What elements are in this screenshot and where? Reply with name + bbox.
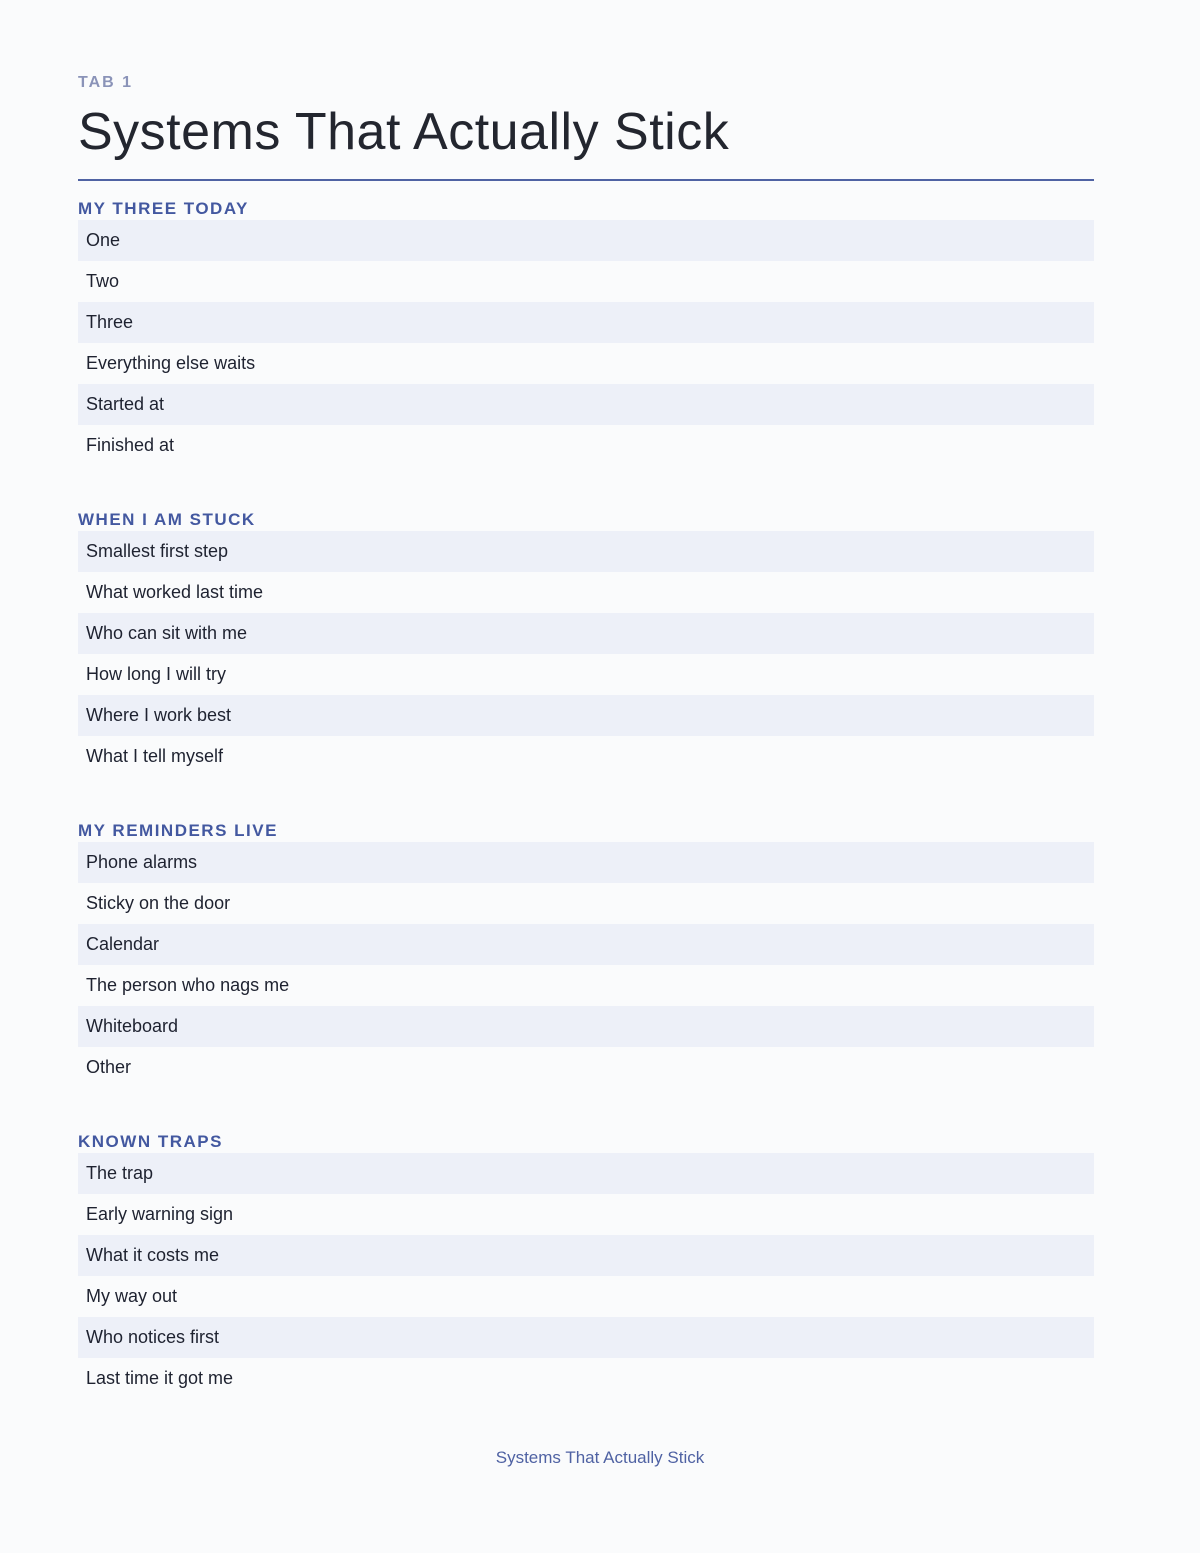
section-my-three-today xyxy=(78,198,1094,466)
section-heading: MY THREE TODAY xyxy=(78,199,249,218)
section-rows xyxy=(78,220,1094,466)
list-item[interactable]: Sticky on the door xyxy=(86,893,231,913)
list-item[interactable]: The person who nags me xyxy=(86,975,290,995)
list-item[interactable]: Who can sit with me xyxy=(78,613,1094,654)
section-known-traps xyxy=(78,1131,1094,1399)
list-item[interactable]: One xyxy=(78,220,1094,261)
list-item[interactable]: What worked last time xyxy=(86,582,264,602)
section-heading: MY REMINDERS LIVE xyxy=(78,821,278,840)
list-item[interactable]: Early warning sign xyxy=(86,1204,234,1224)
tab-label: TAB 1 xyxy=(78,74,134,91)
list-item[interactable]: Phone alarms xyxy=(78,842,1094,883)
section-heading: KNOWN TRAPS xyxy=(78,1132,223,1151)
list-item[interactable]: How long I will try xyxy=(86,664,227,684)
section-when-i-am-stuck xyxy=(78,509,1094,777)
page-footer: Systems That Actually Stick xyxy=(495,1448,705,1467)
list-item[interactable]: What it costs me xyxy=(78,1235,1094,1276)
section-rows xyxy=(78,531,1094,777)
list-item[interactable]: Started at xyxy=(78,384,1094,425)
list-item[interactable]: Last time it got me xyxy=(86,1368,234,1388)
list-item[interactable]: What I tell myself xyxy=(86,746,224,766)
list-item[interactable]: Other xyxy=(86,1057,132,1077)
list-item[interactable]: Who notices first xyxy=(78,1317,1094,1358)
list-item[interactable]: Where I work best xyxy=(78,695,1094,736)
list-item[interactable]: The trap xyxy=(78,1153,1094,1194)
section-heading: WHEN I AM STUCK xyxy=(78,510,256,529)
list-item[interactable]: Finished at xyxy=(86,435,175,455)
section-my-reminders-live xyxy=(78,820,1094,1088)
list-item[interactable]: Three xyxy=(78,302,1094,343)
list-item[interactable]: Everything else waits xyxy=(86,353,256,373)
section-rows xyxy=(78,1153,1094,1399)
list-item[interactable]: Smallest first step xyxy=(78,531,1094,572)
section-rows xyxy=(78,842,1094,1088)
list-item[interactable]: Calendar xyxy=(78,924,1094,965)
list-item[interactable]: Two xyxy=(86,271,120,291)
page-title: Systems That Actually Stick xyxy=(78,103,730,161)
title-divider xyxy=(78,179,1094,181)
list-item[interactable]: Whiteboard xyxy=(78,1006,1094,1047)
list-item[interactable]: My way out xyxy=(86,1286,178,1306)
